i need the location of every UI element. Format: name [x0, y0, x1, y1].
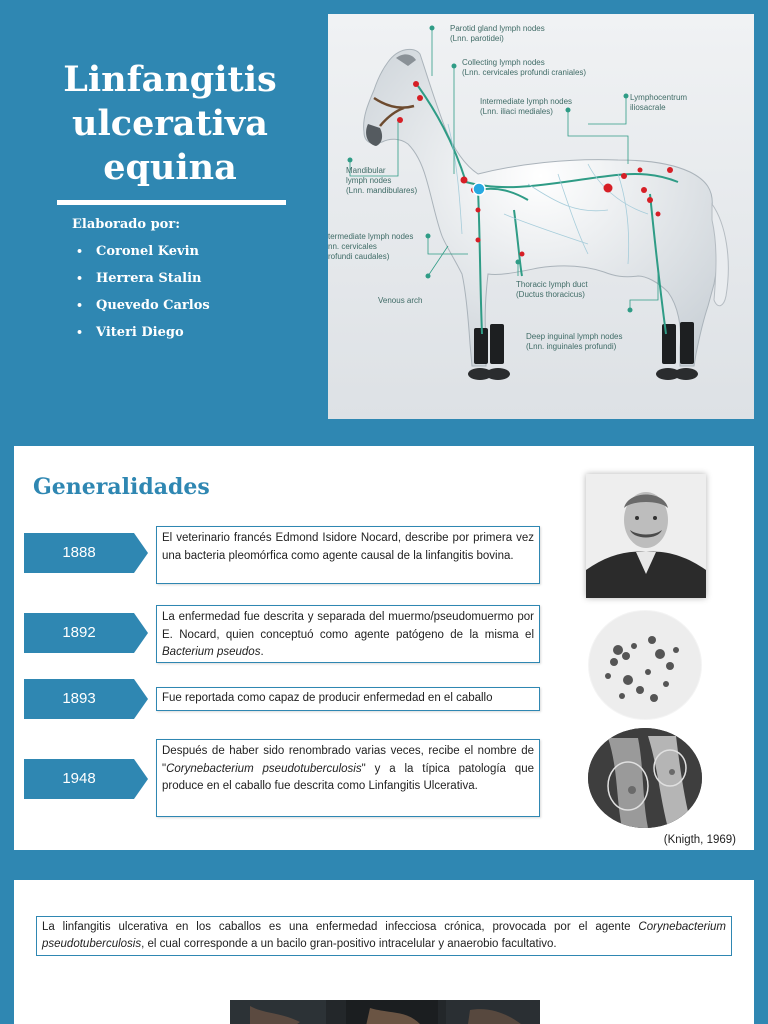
- authors-list: [76, 243, 210, 351]
- year-label: 1893: [62, 690, 96, 707]
- italic-term: Corynebacterium pseudotuberculosis: [42, 921, 726, 950]
- year-label: 1948: [62, 770, 96, 787]
- citation: (Knigth, 1969): [663, 834, 736, 846]
- slide-title: [30, 58, 310, 190]
- year-label: 1892: [62, 624, 96, 641]
- history-slide: [0, 432, 768, 864]
- definition-card: [14, 880, 754, 1024]
- author-item: • Viteri Diego: [76, 324, 210, 351]
- authors-heading: Elaborado por:: [72, 217, 180, 232]
- title-slide: [0, 0, 768, 432]
- lymph-system-diagram: [328, 14, 754, 419]
- text-run: , el cual corresponde a un bacilo gran-positivo intracelular y anaerobio facultativo.: [141, 938, 557, 950]
- year-arrow: [24, 679, 148, 719]
- text-run: La enfermedad fue descrita y separada del muermo/pseudomuermo por E. Nocard, quien conceptuó como agente patógeno de la misma el: [162, 611, 534, 641]
- text-run: " y a la típica patología que produce en el caballo fue descrita como Linfangitis Ulcerativa.: [162, 762, 534, 792]
- label-thoracic: Thoracic lymph duct: [516, 280, 588, 289]
- label-mandibular-2: lymph nodes: [346, 176, 392, 185]
- italic-term: Bacterium pseudos: [162, 646, 261, 658]
- text-run: Después de haber sido renombrado varias veces, recibe el nombre de ": [162, 745, 534, 775]
- label-inguinal: Deep inguinal lymph nodes: [526, 332, 623, 341]
- label-lymphocentrum: Lymphocentrum: [630, 93, 688, 102]
- text-run: .: [260, 646, 264, 658]
- lesion-photo: [588, 728, 702, 828]
- label-mandibular: Mandibular: [346, 166, 386, 175]
- author-item: • Coronel Kevin: [76, 243, 210, 270]
- portrait-photo: [586, 474, 706, 598]
- definition-text: [36, 916, 732, 956]
- year-arrow: [24, 613, 148, 653]
- timeline-text: [156, 739, 540, 817]
- label-intermediate: Intermediate lymph nodes: [480, 97, 573, 106]
- label-venous: Venous arch: [378, 296, 423, 305]
- label-parotid: Parotid gland lymph nodes: [450, 24, 545, 33]
- author-item: • Quevedo Carlos: [76, 297, 210, 324]
- text-run: El veterinario francés Edmond Isidore Nocard, describe por primera vez una bacteria pleomórfica como agente causal de la linfangitis bovina.: [162, 532, 534, 562]
- label-lymphocentrum-2: iliosacrale: [630, 103, 666, 112]
- title-line-3: equina: [103, 147, 237, 188]
- italic-term: Corynebacterium pseudotuberculosis: [166, 762, 362, 775]
- micrograph-photo: [588, 610, 702, 720]
- history-card: [14, 446, 754, 850]
- label-parotid-latin: (Lnn. parotidei): [450, 34, 504, 43]
- year-label: 1888: [62, 544, 96, 561]
- label-intermediate-latin: (Lnn. iliaci mediales): [480, 107, 553, 116]
- label-intermediate2-latin: nn. cervicales: [328, 242, 377, 251]
- label-inguinal-latin: (Lnn. inguinales profundi): [526, 342, 617, 351]
- author-item: • Herrera Stalin: [76, 270, 210, 297]
- lesion-photo-strip: [230, 1000, 540, 1024]
- year-arrow: [24, 533, 148, 573]
- timeline-text: [156, 605, 540, 663]
- label-collecting-latin: (Lnn. cervicales profundi craniales): [462, 68, 587, 77]
- title-line-2: ulcerativa: [72, 103, 268, 144]
- label-collecting: Collecting lymph nodes: [462, 58, 545, 67]
- label-mandibular-latin: (Lnn. mandibulares): [346, 186, 418, 195]
- definition-slide: [0, 864, 768, 1024]
- title-divider: [57, 200, 286, 205]
- section-heading: Generalidades: [33, 474, 210, 500]
- label-thoracic-latin: (Ductus thoracicus): [516, 290, 585, 299]
- timeline-text: [156, 526, 540, 584]
- label-intermediate2: termediate lymph nodes: [328, 232, 414, 241]
- year-arrow: [24, 759, 148, 799]
- text-run: Fue reportada como capaz de producir enfermedad en el caballo: [162, 692, 493, 704]
- title-line-1: Linfangitis: [63, 59, 277, 100]
- timeline-text: [156, 687, 540, 711]
- label-intermediate2-latin2: rofundi caudales): [328, 252, 390, 261]
- text-run: La linfangitis ulcerativa en los caballos es una enfermedad infecciosa crónica, provocada por el agente: [42, 921, 639, 933]
